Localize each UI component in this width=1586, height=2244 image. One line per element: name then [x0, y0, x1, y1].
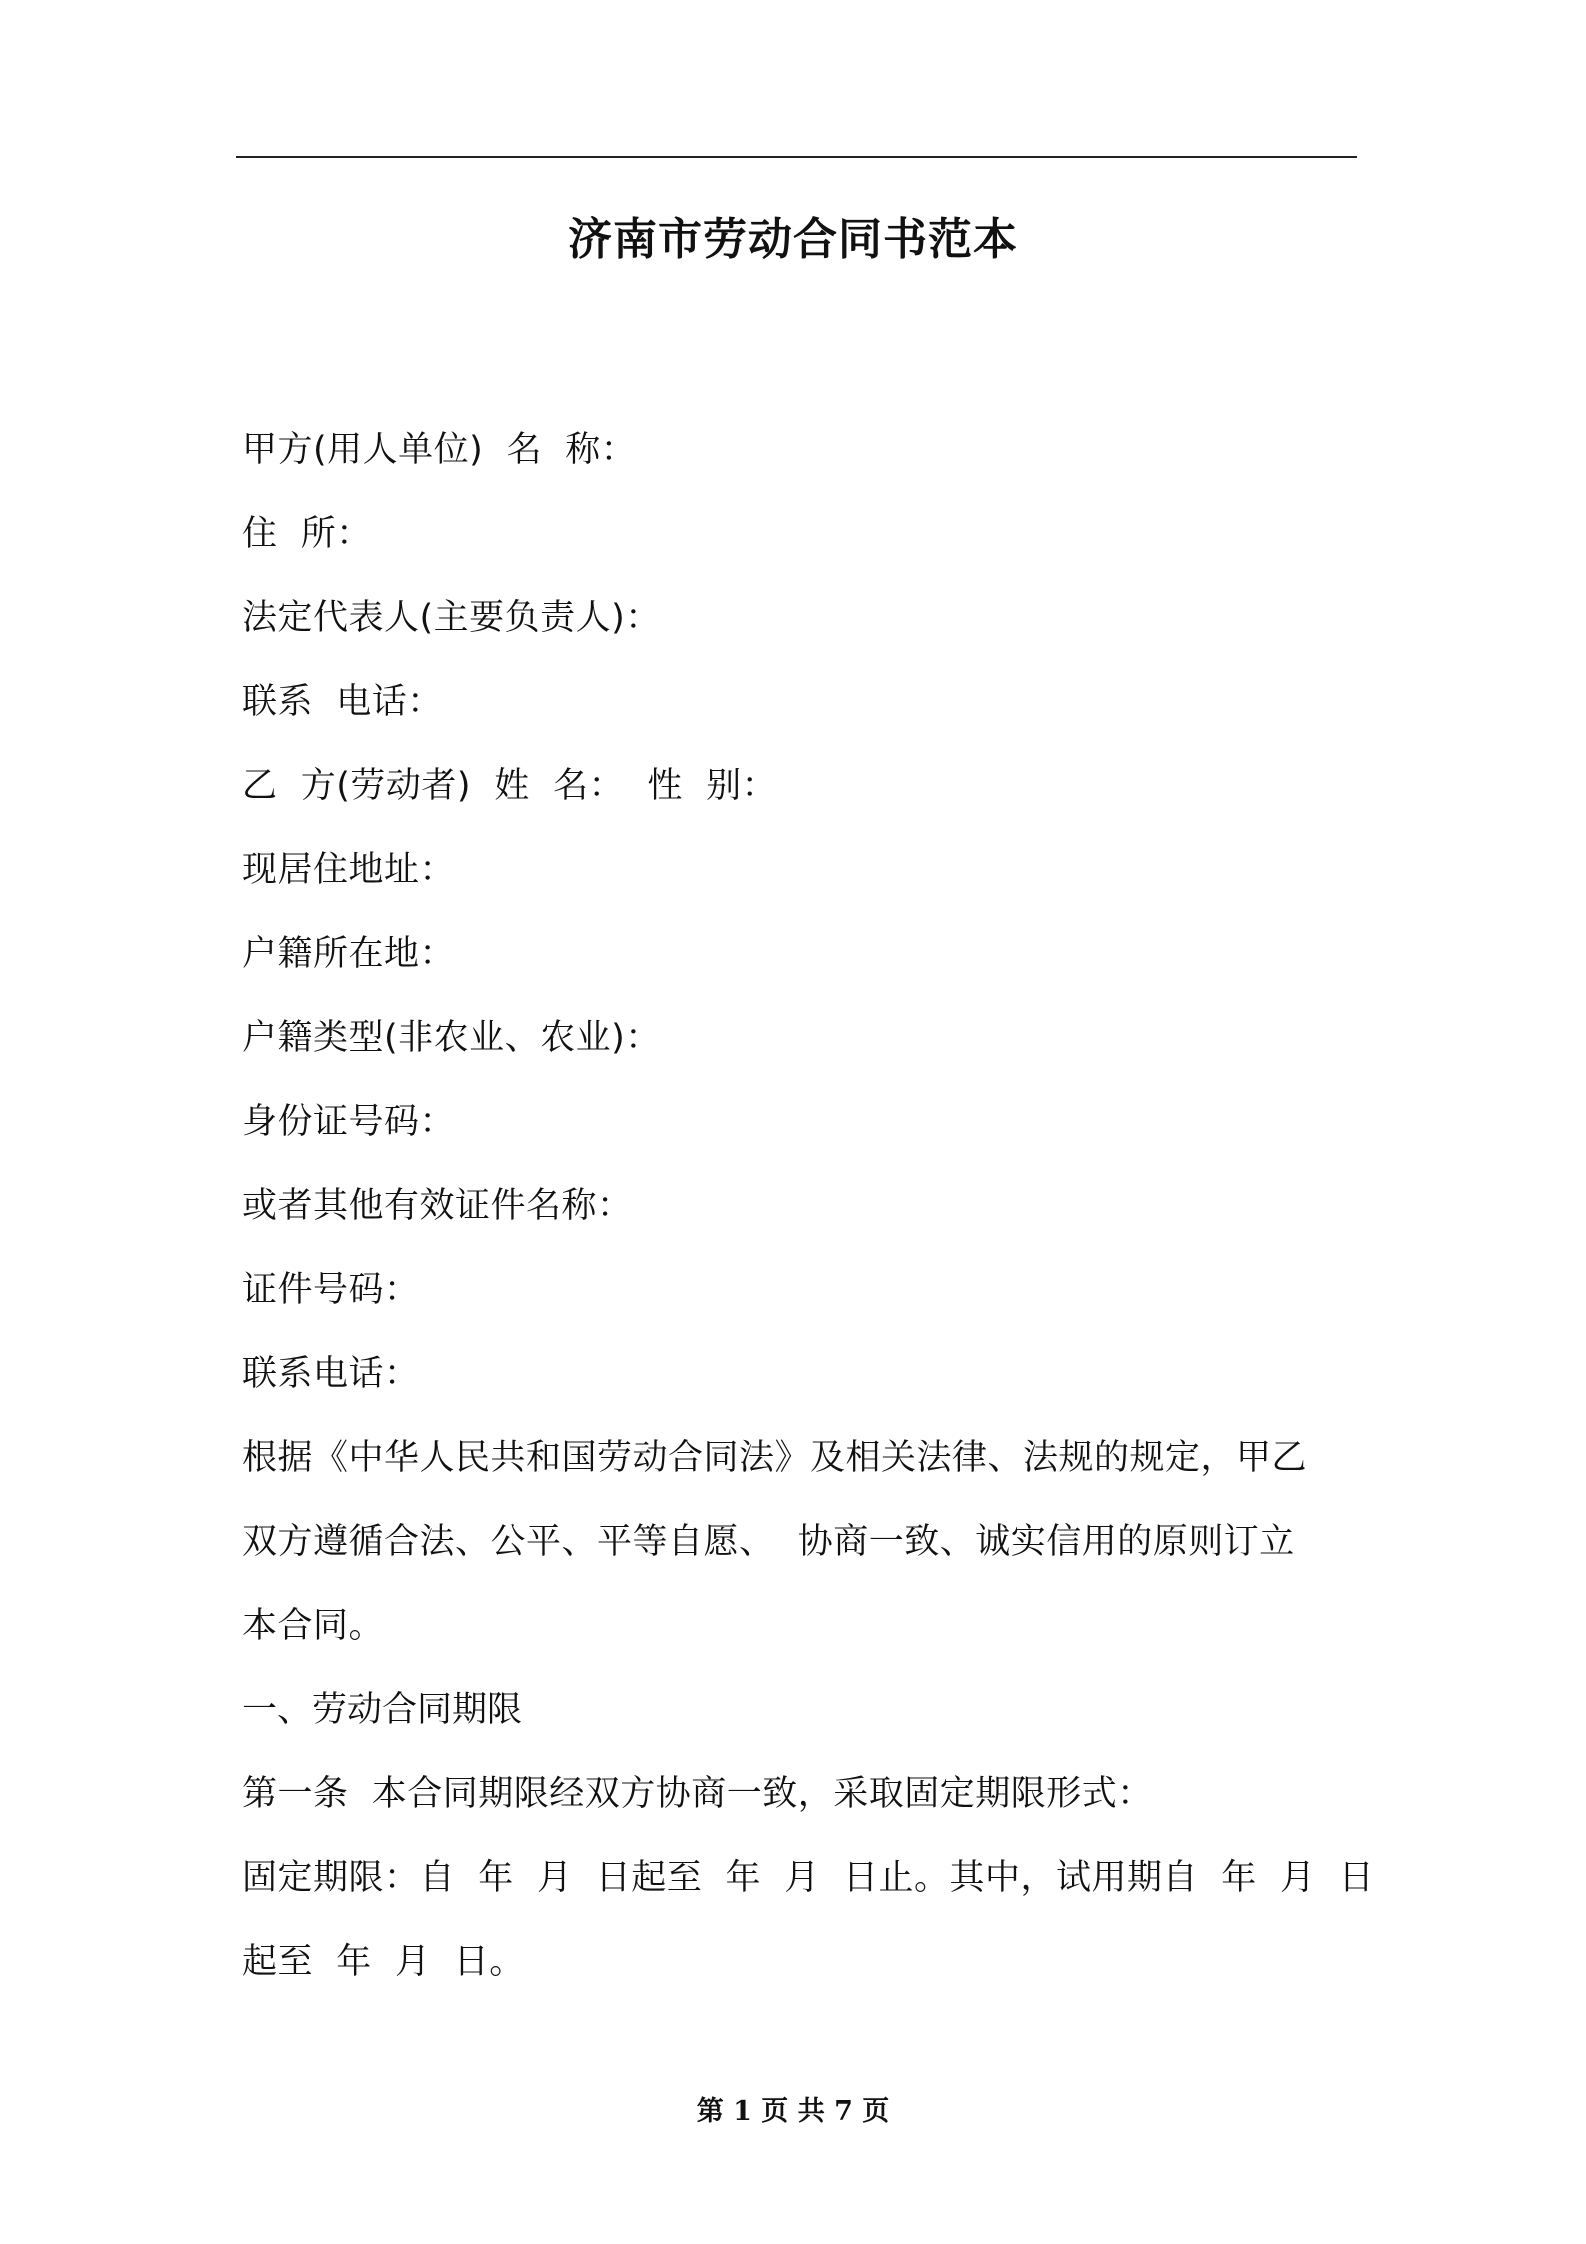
party-b-household-line: 户籍所在地： — [242, 934, 456, 974]
party-b-name-line: 乙 方(劳动者) 姓 名： 性 别： — [242, 766, 778, 806]
party-a-phone-line: 联系 电话： — [242, 682, 443, 722]
section-heading: 一、劳动合同期限 — [242, 1690, 523, 1730]
header-rule — [236, 156, 1357, 158]
party-b-cert-number-line: 证件号码： — [242, 1270, 420, 1310]
document-body — [242, 408, 1375, 2004]
party-b-id-line: 身份证号码： — [242, 1102, 456, 1142]
party-b-residence-line: 现居住地址： — [242, 850, 456, 890]
party-b-other-id-line: 或者其他有效证件名称： — [242, 1186, 633, 1226]
fixed-term-line-2: 起至 年 月 日。 — [242, 1942, 525, 1982]
preamble-line-2: 双方遵循合法、公平、平等自愿、 协商一致、诚实信用的原则订立 — [242, 1522, 1295, 1562]
document-title: 济南市劳动合同书范本 — [568, 214, 1018, 265]
party-a-address-line: 住 所： — [242, 514, 372, 554]
article-1-line: 第一条 本合同期限经双方协商一致，采取固定期限形式： — [242, 1774, 1153, 1814]
preamble-line-3: 本合同。 — [242, 1606, 385, 1646]
fixed-term-line-1: 固定期限：自 年 月 日起至 年 月 日止。其中，试用期自 年 月 日 — [242, 1858, 1375, 1898]
preamble-line-1: 根据《中华人民共和国劳动合同法》及相关法律、法规的规定，甲乙 — [242, 1438, 1308, 1478]
page-footer: 第 1 页 共 7 页 — [696, 2096, 890, 2127]
party-a-name-line: 甲方(用人单位) 名 称： — [242, 430, 637, 470]
party-b-phone-line: 联系电话： — [242, 1354, 420, 1394]
party-a-representative-line: 法定代表人(主要负责人)： — [242, 598, 661, 638]
party-b-household-type-line: 户籍类型(非农业、农业)： — [242, 1018, 661, 1058]
